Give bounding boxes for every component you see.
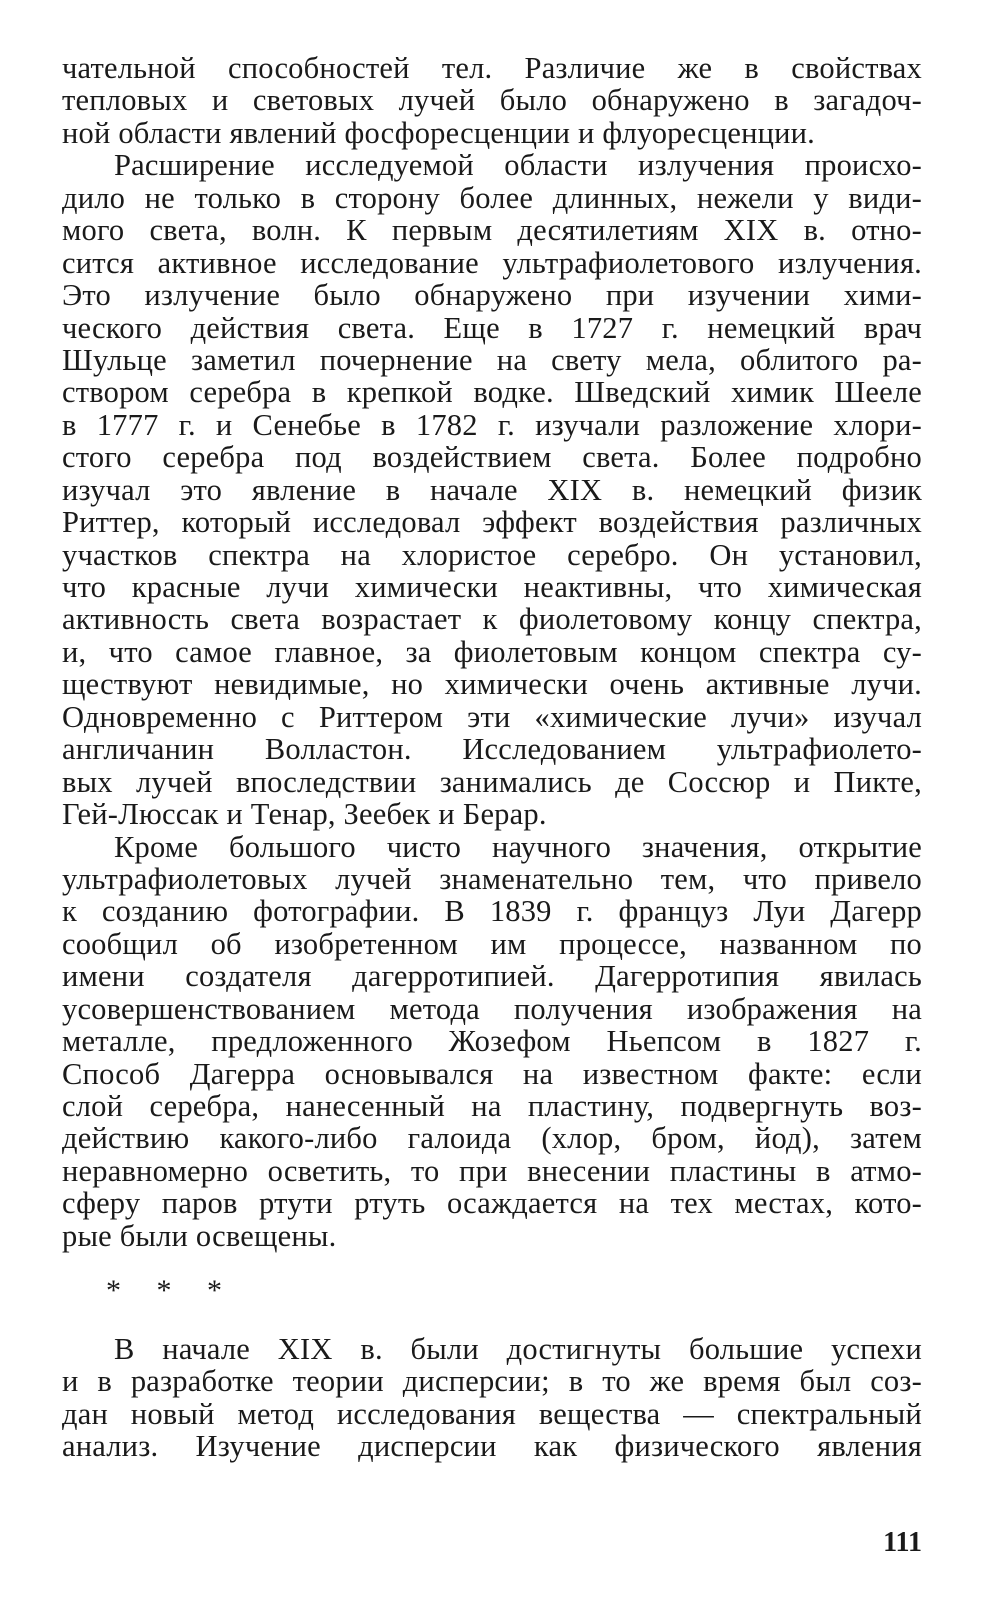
text-line: имени создателя дагерротипией. Дагерротипия явилась: [62, 959, 922, 994]
section-separator: * * *: [106, 1274, 236, 1307]
text-line: Одновременно с Риттером эти «химические лучи» изучал: [62, 699, 922, 734]
text-line: действию какого-либо галоида (хлор, бром, йод), затем: [62, 1121, 922, 1156]
text-line: вых лучей впоследствии занимались де Соссюр и Пикте,: [62, 764, 922, 799]
text-line: В начале XIX в. были достигнуты большие успехи: [114, 1332, 922, 1366]
text-line: участков спектра на хлористое серебро. Он установил,: [62, 537, 922, 572]
text-line: англичанин Волластон. Исследованием ультрафиолето-: [62, 732, 922, 767]
paragraph-dispersion: [62, 1333, 922, 1463]
text-line: слой серебра, нанесенный на пластину, подвергнуть воз-: [62, 1089, 922, 1123]
text-line: дан новый метод исследования вещества — спектральный: [62, 1396, 922, 1431]
paragraph-ultraviolet: [62, 149, 922, 830]
text-line: активность света возрастает к фиолетовому концу спектра,: [62, 602, 922, 637]
text-line: Расширение исследуемой области излучения происхо-: [114, 148, 922, 183]
text-line: к созданию фотографии. В 1839 г. француз Луи Дагерр: [62, 894, 922, 929]
text-line: анализ. Изучение дисперсии как физического явления: [62, 1429, 922, 1464]
text-line: стого серебра под воздействием света. Более подробно: [62, 440, 922, 475]
page-number: 111: [883, 1527, 922, 1558]
text-line: ной области явлений фосфоресценции и флуоресценции.: [62, 115, 815, 150]
text-line: дило не только в сторону более длинных, нежели у види-: [62, 180, 922, 215]
text-line: в 1777 г. и Сенебье в 1782 г. изучали разложение хлори-: [62, 407, 922, 442]
page-body: [62, 52, 922, 1252]
text-line: Шульце заметил почернение на свету мела, облитого ра-: [62, 342, 922, 377]
text-line: Это излучение было обнаружено при изучении хими-: [62, 278, 922, 313]
paragraph-continuation: [62, 52, 922, 149]
text-line: Способ Дагерра основывался на известном факте: если: [62, 1056, 922, 1091]
text-line: металле, предложенного Жозефом Ньепсом в 1827 г.: [62, 1024, 922, 1059]
text-line: Кроме большого чисто научного значения, открытие: [114, 829, 922, 864]
text-line: Гей-Люссак и Тенар, Зеебек и Берар.: [62, 797, 547, 832]
text-line: усовершенствованием метода получения изображения на: [62, 991, 922, 1026]
paragraph-photography: [62, 831, 922, 1253]
text-line: изучал это явление в начале XIX в. немецкий физик: [62, 472, 922, 507]
text-line: и, что самое главное, за фиолетовым концом спектра су-: [62, 634, 922, 669]
text-line: сообщил об изобретенном им процессе, названном по: [62, 926, 922, 961]
text-line: тепловых и световых лучей было обнаружено в загадоч-: [62, 83, 922, 118]
text-line: Риттер, который исследовал эффект воздействия различных: [62, 505, 922, 540]
text-line: ультрафиолетовых лучей знаменательно тем, что привело: [62, 861, 922, 896]
text-line: сится активное исследование ультрафиолетового излучения.: [62, 245, 922, 280]
text-line: мого света, волн. К первым десятилетиям XIX в. отно-: [62, 213, 922, 248]
text-line: неравномерно осветить, то при внесении пластины в атмо-: [62, 1153, 922, 1188]
text-line: чательной способностей тел. Различие же в свойствах: [62, 51, 922, 85]
text-line: створом серебра в крепкой водке. Шведский химик Шееле: [62, 375, 922, 410]
text-line: сферу паров ртути ртуть осаждается на тех местах, кото-: [62, 1186, 922, 1221]
text-line: что красные лучи химически неактивны, что химическая: [62, 570, 922, 604]
text-line: и в разработке теории дисперсии; в то же время был соз-: [62, 1364, 922, 1399]
text-line: ческого действия света. Еще в 1727 г. немецкий врач: [62, 310, 922, 345]
text-line: рые были освещены.: [62, 1218, 337, 1253]
text-line: ществуют невидимые, но химически очень активные лучи.: [62, 667, 922, 702]
